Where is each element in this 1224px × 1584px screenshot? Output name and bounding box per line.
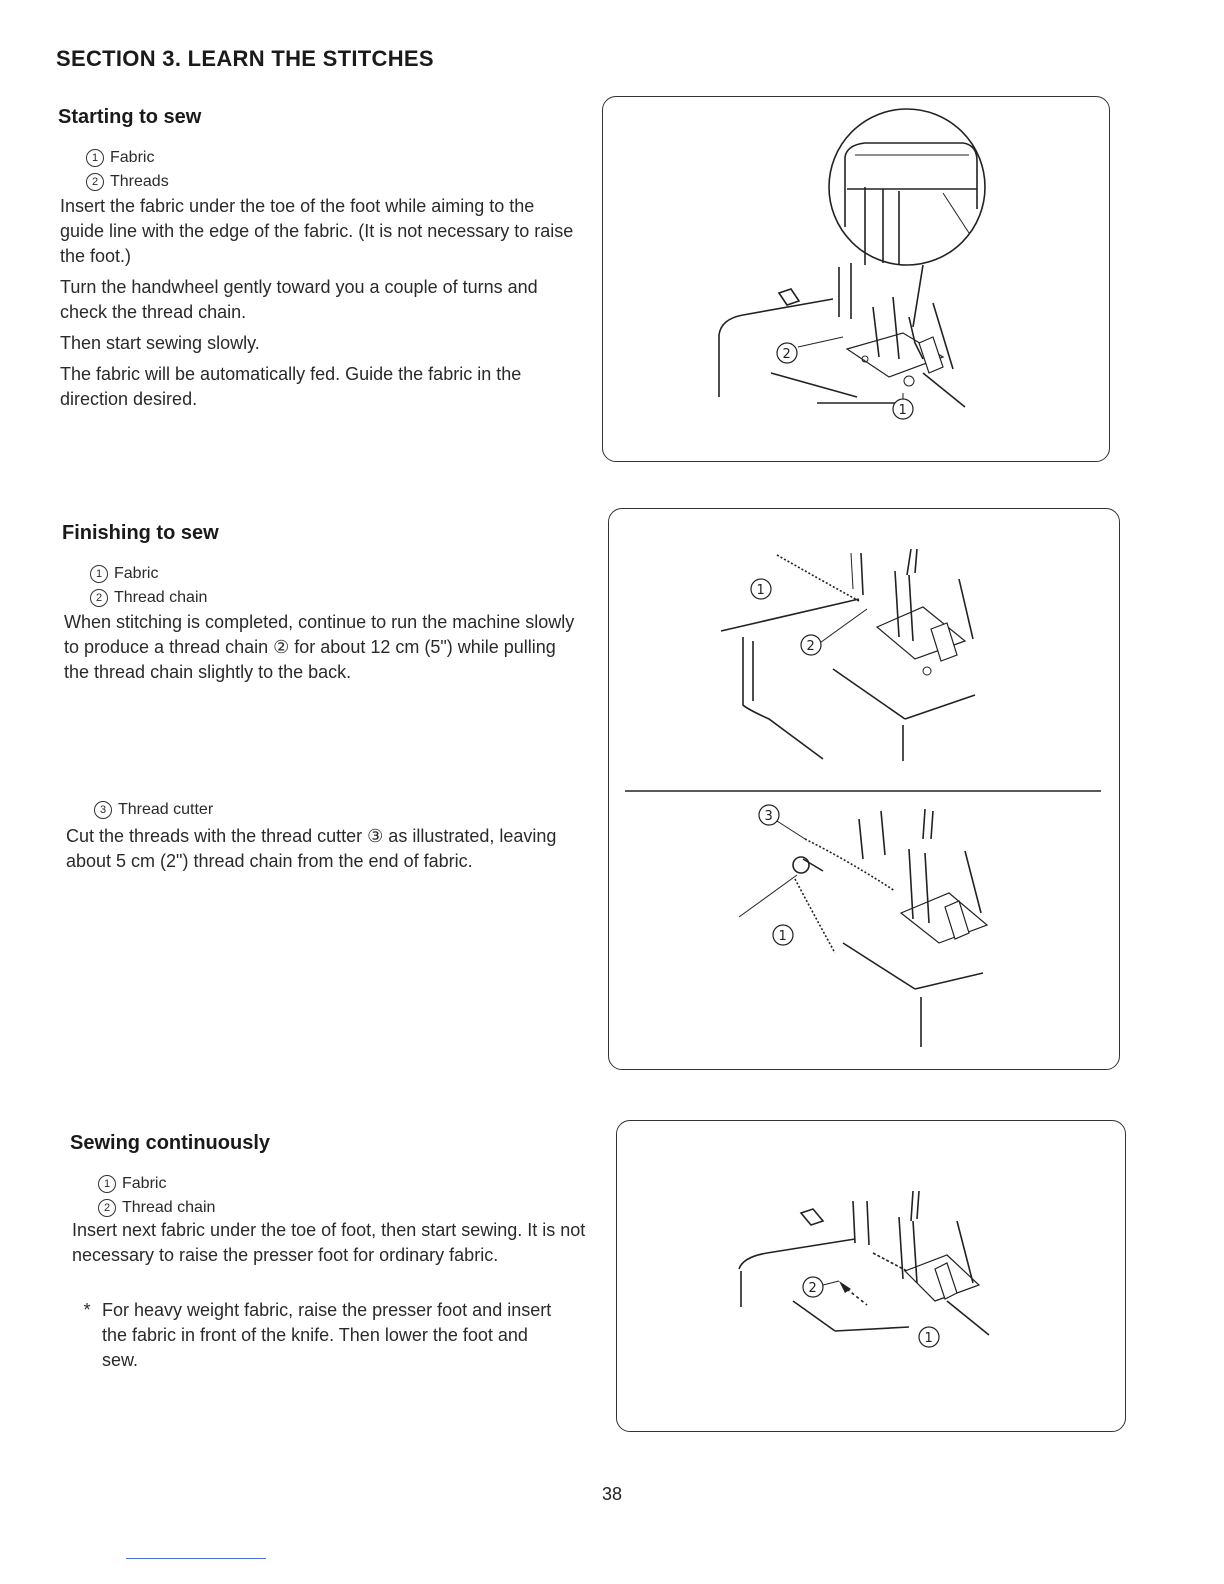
paragraph: Turn the handwheel gently toward you a couple of turns and check the thread chain.	[60, 277, 538, 322]
callout-number: 1	[90, 565, 108, 583]
callout-2: 2	[808, 1281, 817, 1296]
finishing-instructions: When stitching is completed, continue to run the machine slowly to produce a thread chain ② for about 12 cm (5") while pulling the thread chain slightly to the back.	[64, 612, 575, 682]
heading-starting-to-sew: Starting to sew	[58, 106, 202, 128]
legend-thread-cutter	[94, 798, 213, 822]
legend-item	[94, 798, 213, 822]
legend-item	[86, 170, 169, 194]
legend-label: Fabric	[110, 149, 155, 166]
callout-number: 3	[94, 801, 112, 819]
callout-number: 1	[86, 149, 104, 167]
note-marker: *	[83, 1300, 91, 1320]
legend-item	[98, 1196, 215, 1220]
legend-label: Thread cutter	[118, 801, 214, 818]
callout-1: 1	[898, 403, 907, 418]
legend-item	[98, 1172, 215, 1196]
legend-starting	[86, 146, 169, 194]
callout-number: 2	[86, 173, 104, 191]
callout-2: 2	[782, 347, 791, 362]
callout-number: 2	[98, 1199, 116, 1217]
paragraph: The fabric will be automatically fed. Guide the fabric in the direction desired.	[60, 364, 522, 409]
callout-2: 2	[806, 639, 815, 654]
callout-1: 1	[756, 583, 765, 598]
legend-label: Threads	[110, 173, 169, 190]
heading-finishing-to-sew: Finishing to sew	[62, 522, 219, 544]
legend-item	[86, 146, 169, 170]
continuous-instructions: Insert next fabric under the toe of foot, then start sewing. It is not necessary to raise the presser foot for ordinary fabric.	[72, 1220, 586, 1265]
figure-finishing-to-sew	[608, 508, 1120, 1070]
note-text: For heavy weight fabric, raise the presser foot and insert the fabric in front of the knife. Then lower the foot and sew.	[102, 1300, 552, 1370]
legend-label: Fabric	[122, 1175, 167, 1192]
paragraph: Then start sewing slowly.	[60, 333, 260, 353]
legend-finishing	[90, 562, 207, 610]
callout-number: 2	[90, 589, 108, 607]
cutter-instructions: Cut the threads with the thread cutter ③ as illustrated, leaving about 5 cm (2") thread chain from the end of fabric.	[66, 826, 557, 871]
callout-3: 3	[764, 809, 773, 824]
legend-label: Thread chain	[114, 589, 208, 606]
illustration-presser-foot	[603, 97, 1109, 461]
legend-item	[90, 562, 207, 586]
starting-instructions	[60, 194, 580, 418]
callout-1: 1	[924, 1331, 933, 1346]
legend-label: Fabric	[114, 565, 159, 582]
section-title: SECTION 3. LEARN THE STITCHES	[56, 46, 434, 71]
figure-sewing-continuously	[616, 1120, 1126, 1432]
illustration-continuous-sewing	[617, 1121, 1125, 1431]
heavy-fabric-note	[72, 1298, 562, 1373]
paragraph: Insert the fabric under the toe of the foot while aiming to the guide line with the edge of the fabric. (It is not necessary to raise the foot.)	[60, 196, 574, 266]
legend-label: Thread chain	[122, 1199, 216, 1216]
illustration-thread-chain	[609, 509, 1119, 1069]
legend-item	[90, 586, 207, 610]
callout-number: 1	[98, 1175, 116, 1193]
page-number: 38	[601, 1484, 623, 1504]
footer-rule	[126, 1558, 266, 1559]
legend-continuous	[98, 1172, 215, 1220]
heading-sewing-continuously: Sewing continuously	[70, 1132, 271, 1154]
callout-1: 1	[778, 929, 787, 944]
figure-starting-to-sew	[602, 96, 1110, 462]
